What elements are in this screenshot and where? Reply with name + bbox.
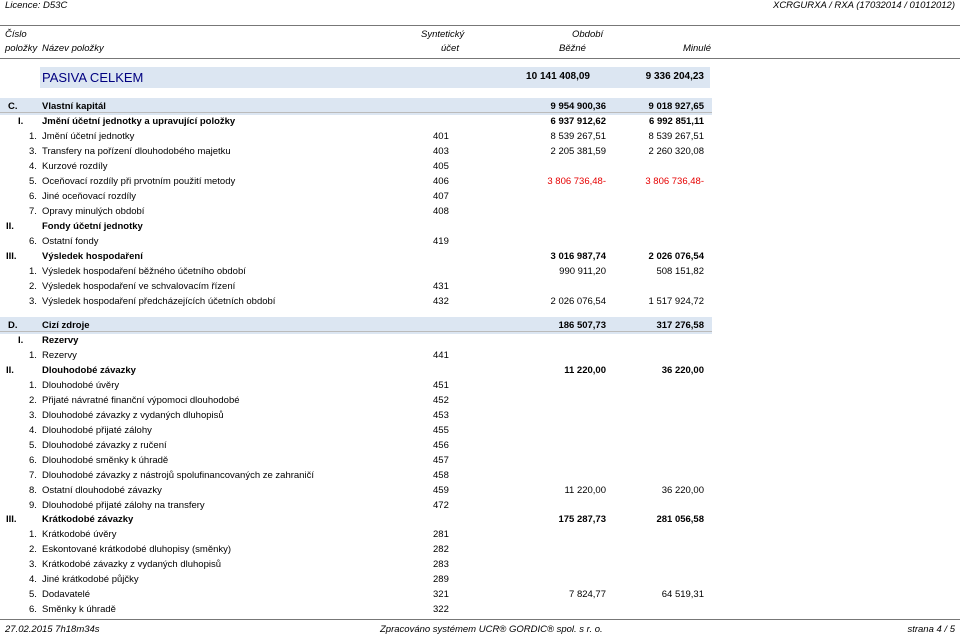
table-row (0, 335, 960, 348)
row-previous: 281 056,58 (656, 514, 704, 525)
row-number: II. (6, 365, 14, 376)
row-account: 441 (433, 350, 449, 361)
row-label: Fondy účetní jednotky (42, 221, 143, 232)
row-label: Dodavatelé (42, 589, 91, 600)
header-bezne: Běžné (559, 43, 586, 54)
header-nazev: Název položky (42, 43, 104, 54)
row-label: Rezervy (42, 350, 77, 361)
row-number: 1. (29, 131, 37, 142)
row-label: Dlouhodobé závazky z ručení (42, 440, 167, 451)
table-row (0, 146, 960, 159)
row-number: 1. (29, 529, 37, 540)
table-row (0, 365, 960, 378)
row-number: 4. (29, 161, 37, 172)
row-number: 7. (29, 470, 37, 481)
row-number: 2. (29, 395, 37, 406)
row-label: Dlouhodobé závazky z nástrojů spolufinancovaných ze zahraničí (42, 470, 314, 481)
row-number: 6. (29, 191, 37, 202)
section-divider (0, 112, 712, 113)
table-row (0, 559, 960, 572)
table-row (0, 236, 960, 249)
row-previous: 2 260 320,08 (648, 146, 704, 157)
row-account: 455 (433, 425, 449, 436)
row-label: Oceňovací rozdíly při prvotním použití metody (42, 176, 236, 187)
row-number: 3. (29, 146, 37, 157)
row-number: 9. (29, 500, 37, 511)
row-number: 3. (29, 559, 37, 570)
row-account: 457 (433, 455, 449, 466)
report-top-bar (0, 0, 960, 12)
row-label: Transfery na pořízení dlouhodobého majetku (42, 146, 231, 157)
row-number: 4. (29, 425, 37, 436)
row-account: 456 (433, 440, 449, 451)
row-label: Rezervy (42, 335, 79, 346)
table-row (0, 440, 960, 453)
row-label: Dlouhodobé závazky z vydaných dluhopisů (42, 410, 224, 421)
table-row (0, 281, 960, 294)
table-row (0, 116, 960, 129)
row-label: Dlouhodobé přijaté zálohy na transfery (42, 500, 205, 511)
row-number: II. (6, 221, 14, 232)
table-row (0, 604, 960, 617)
row-number: 6. (29, 455, 37, 466)
row-current: 990 911,20 (559, 266, 606, 277)
row-previous: 64 519,31 (661, 589, 704, 600)
row-label: Výsledek hospodaření ve schvalovacím řízení (42, 281, 236, 292)
row-account: 282 (433, 544, 449, 555)
row-number: 8. (29, 485, 37, 496)
row-current: 9 954 900,36 (550, 101, 606, 112)
row-account: 419 (433, 236, 449, 247)
header-minule: Minulé (683, 43, 711, 54)
row-label: Výsledek hospodaření (42, 251, 143, 262)
header-cislo: Číslo (5, 29, 27, 40)
header-obdobi: Období (572, 29, 604, 40)
row-label: Krátkodobé závazky (42, 514, 134, 525)
row-account: 403 (433, 146, 449, 157)
table-row (0, 589, 960, 602)
row-account: 407 (433, 191, 449, 202)
row-label: Výsledek hospodaření běžného účetního období (42, 266, 246, 277)
row-current: 2 205 381,59 (550, 146, 606, 157)
row-number: 5. (29, 589, 37, 600)
row-label: Opravy minulých období (42, 206, 145, 217)
row-previous: 36 220,00 (661, 485, 704, 496)
table-row (0, 251, 960, 264)
row-label: Ostatní fondy (42, 236, 99, 247)
row-label: Ostatní dlouhodobé závazky (42, 485, 162, 496)
table-row (0, 455, 960, 468)
total-current: 10 141 408,09 (526, 71, 590, 82)
table-row (0, 131, 960, 144)
row-label: Výsledek hospodaření předcházejících účetních období (42, 296, 276, 307)
row-number: 5. (29, 440, 37, 451)
row-previous: 3 806 736,48- (645, 176, 704, 187)
row-label: Směnky k úhradě (42, 604, 116, 615)
table-row (0, 529, 960, 542)
row-current: 8 539 267,51 (550, 131, 606, 142)
row-previous: 8 539 267,51 (648, 131, 704, 142)
row-current: 2 026 076,54 (550, 296, 606, 307)
header-ucet: účet (441, 43, 459, 54)
row-number: 2. (29, 544, 37, 555)
footer-page: strana 4 / 5 (907, 624, 955, 635)
row-label: Dlouhodobé přijaté zálohy (42, 425, 152, 436)
row-account: 453 (433, 410, 449, 421)
row-previous: 1 517 924,72 (648, 296, 704, 307)
total-previous: 9 336 204,23 (645, 71, 704, 82)
row-account: 401 (433, 131, 449, 142)
row-account: 431 (433, 281, 449, 292)
row-number: 6. (29, 236, 37, 247)
row-previous: 508 151,82 (656, 266, 704, 277)
row-label: Eskontované krátkodobé dluhopisy (směnky) (42, 544, 232, 555)
table-row (0, 500, 960, 513)
row-current: 7 824,77 (569, 589, 606, 600)
row-number: 6. (29, 604, 37, 615)
row-account: 289 (433, 574, 449, 585)
row-account: 458 (433, 470, 449, 481)
row-label: Vlastní kapitál (42, 101, 106, 112)
table-row (0, 485, 960, 498)
row-label: Dlouhodobé směnky k úhradě (42, 455, 169, 466)
row-label: Přijaté návratné finanční výpomoci dlouhodobé (42, 395, 240, 406)
table-row (0, 425, 960, 438)
total-label: PASIVA CELKEM (42, 70, 144, 85)
row-previous: 2 026 076,54 (648, 251, 704, 262)
row-number: D. (8, 320, 18, 331)
table-row (0, 161, 960, 174)
row-current: 186 507,73 (558, 320, 606, 331)
row-number: I. (18, 116, 24, 127)
row-current: 11 220,00 (564, 365, 606, 376)
row-label: Jiné oceňovací rozdíly (42, 191, 136, 202)
row-previous: 317 276,58 (656, 320, 704, 331)
table-row (0, 395, 960, 408)
row-account: 283 (433, 559, 449, 570)
licence-text: Licence: D53C (5, 0, 68, 11)
row-number: C. (8, 101, 18, 112)
table-row (0, 221, 960, 234)
row-label: Krátkodobé úvěry (42, 529, 117, 540)
row-current: 11 220,00 (564, 485, 606, 496)
row-number: 5. (29, 176, 37, 187)
row-label: Cizí zdroje (42, 320, 90, 331)
row-account: 451 (433, 380, 449, 391)
row-current: 175 287,73 (558, 514, 606, 525)
table-row (0, 350, 960, 363)
row-previous: 6 992 851,11 (649, 116, 704, 127)
row-account: 321 (433, 589, 449, 600)
row-current: 3 016 987,74 (550, 251, 606, 262)
row-number: 1. (29, 266, 37, 277)
row-account: 452 (433, 395, 449, 406)
table-row (0, 266, 960, 279)
header-polozky: položky (5, 43, 38, 54)
report-code-text: XCRGURXA / RXA (17032014 / 01012012) (772, 0, 955, 11)
row-account: 322 (433, 604, 449, 615)
row-number: 7. (29, 206, 37, 217)
row-number: 3. (29, 410, 37, 421)
row-number: 3. (29, 296, 37, 307)
table-row (0, 470, 960, 483)
row-number: 1. (29, 380, 37, 391)
table-row (0, 544, 960, 557)
table-row (0, 191, 960, 204)
row-account: 405 (433, 161, 449, 172)
row-number: 4. (29, 574, 37, 585)
table-row (0, 514, 960, 527)
row-number: 2. (29, 281, 37, 292)
row-account: 281 (433, 529, 449, 540)
row-label: Dlouhodobé úvěry (42, 380, 120, 391)
row-account: 408 (433, 206, 449, 217)
row-label: Jiné krátkodobé půjčky (42, 574, 139, 585)
report-footer (0, 622, 960, 636)
header-synteticky: Syntetický (421, 29, 465, 40)
row-label: Krátkodobé závazky z vydaných dluhopisů (42, 559, 222, 570)
table-row (0, 296, 960, 309)
row-account: 459 (433, 485, 449, 496)
footer-date: 27.02.2015 7h18m34s (5, 624, 100, 635)
row-account: 432 (433, 296, 449, 307)
row-label: Jmění účetní jednotky a upravující položky (42, 116, 236, 127)
row-number: III. (6, 514, 17, 525)
row-number: I. (18, 335, 24, 346)
row-account: 406 (433, 176, 449, 187)
row-account: 472 (433, 500, 449, 511)
table-row (0, 380, 960, 393)
row-current: 6 937 912,62 (550, 116, 606, 127)
footer-system: Zpracováno systémem UCR® GORDIC® spol. s r. o. (380, 624, 603, 635)
row-number: III. (6, 251, 17, 262)
row-current: 3 806 736,48- (547, 176, 606, 187)
section-divider (0, 331, 712, 332)
table-row (0, 410, 960, 423)
row-number: 1. (29, 350, 37, 361)
row-label: Kurzové rozdíly (42, 161, 108, 172)
row-previous: 36 220,00 (661, 365, 704, 376)
row-label: Jmění účetní jednotky (42, 131, 135, 142)
table-row (0, 176, 960, 189)
row-previous: 9 018 927,65 (648, 101, 704, 112)
table-row (0, 574, 960, 587)
table-row (0, 206, 960, 219)
row-label: Dlouhodobé závazky (42, 365, 136, 376)
column-header (0, 25, 960, 59)
footer-rule (0, 619, 960, 620)
